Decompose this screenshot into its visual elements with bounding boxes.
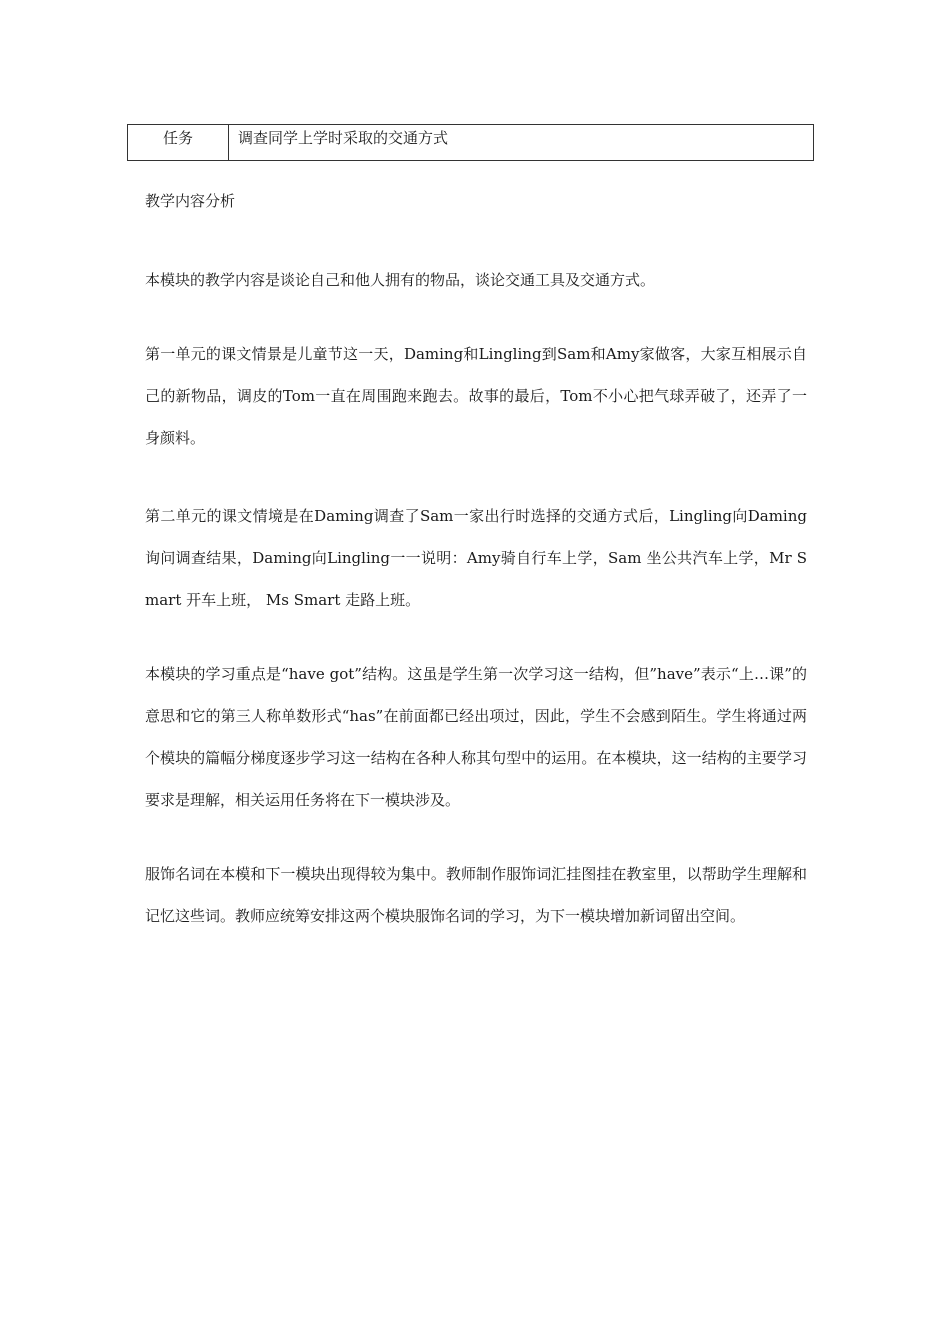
task-row	[128, 125, 814, 161]
paragraph-overview: 本模块的教学内容是谈论自己和他人拥有的物品，谈论交通工具及交通方式。	[145, 271, 656, 289]
paragraph-unit-two: 第二单元的课文情境是在Daming调查了Sam一家出行时选择的交通方式后，Lingling向Daming询问调查结果，Daming向Lingling一一说明：Amy骑自行车上学，Sam 坐公共汽车上学，Mr Smart 开车上班， Ms Smart 走路上班。	[145, 507, 807, 609]
paragraph-clothing-nouns: 服饰名词在本模和下一模块出现得较为集中。教师制作服饰词汇挂图挂在教室里，以帮助学生理解和记忆这些词。教师应统筹安排这两个模块服饰名词的学习，为下一模块增加新词留出空间。	[145, 865, 807, 925]
task-label: 任务	[128, 125, 229, 161]
paragraph-unit-one: 第一单元的课文情景是儿童节这一天，Daming和Lingling到Sam和Amy家做客，大家互相展示自己的新物品，调皮的Tom一直在周围跑来跑去。故事的最后，Tom不小心把气球弄破了，还弄了一身颜料。	[145, 345, 807, 447]
paragraph-key-point: 本模块的学习重点是“have got”结构。这虽是学生第一次学习这一结构，但”have”表示“上…课”的意思和它的第三人称单数形式“has”在前面都已经出项过，因此，学生不会感到陌生。学生将通过两个模块的篇幅分梯度逐步学习这一结构在各种人称其句型中的运用。在本模块，这一结构的主要学习要求是理解，相关运用任务将在下一模块涉及。	[145, 665, 807, 809]
section-heading: 教学内容分析	[145, 192, 236, 210]
content-section	[145, 188, 807, 937]
task-value: 调查同学上学时采取的交通方式	[229, 125, 814, 161]
task-table	[127, 124, 814, 161]
